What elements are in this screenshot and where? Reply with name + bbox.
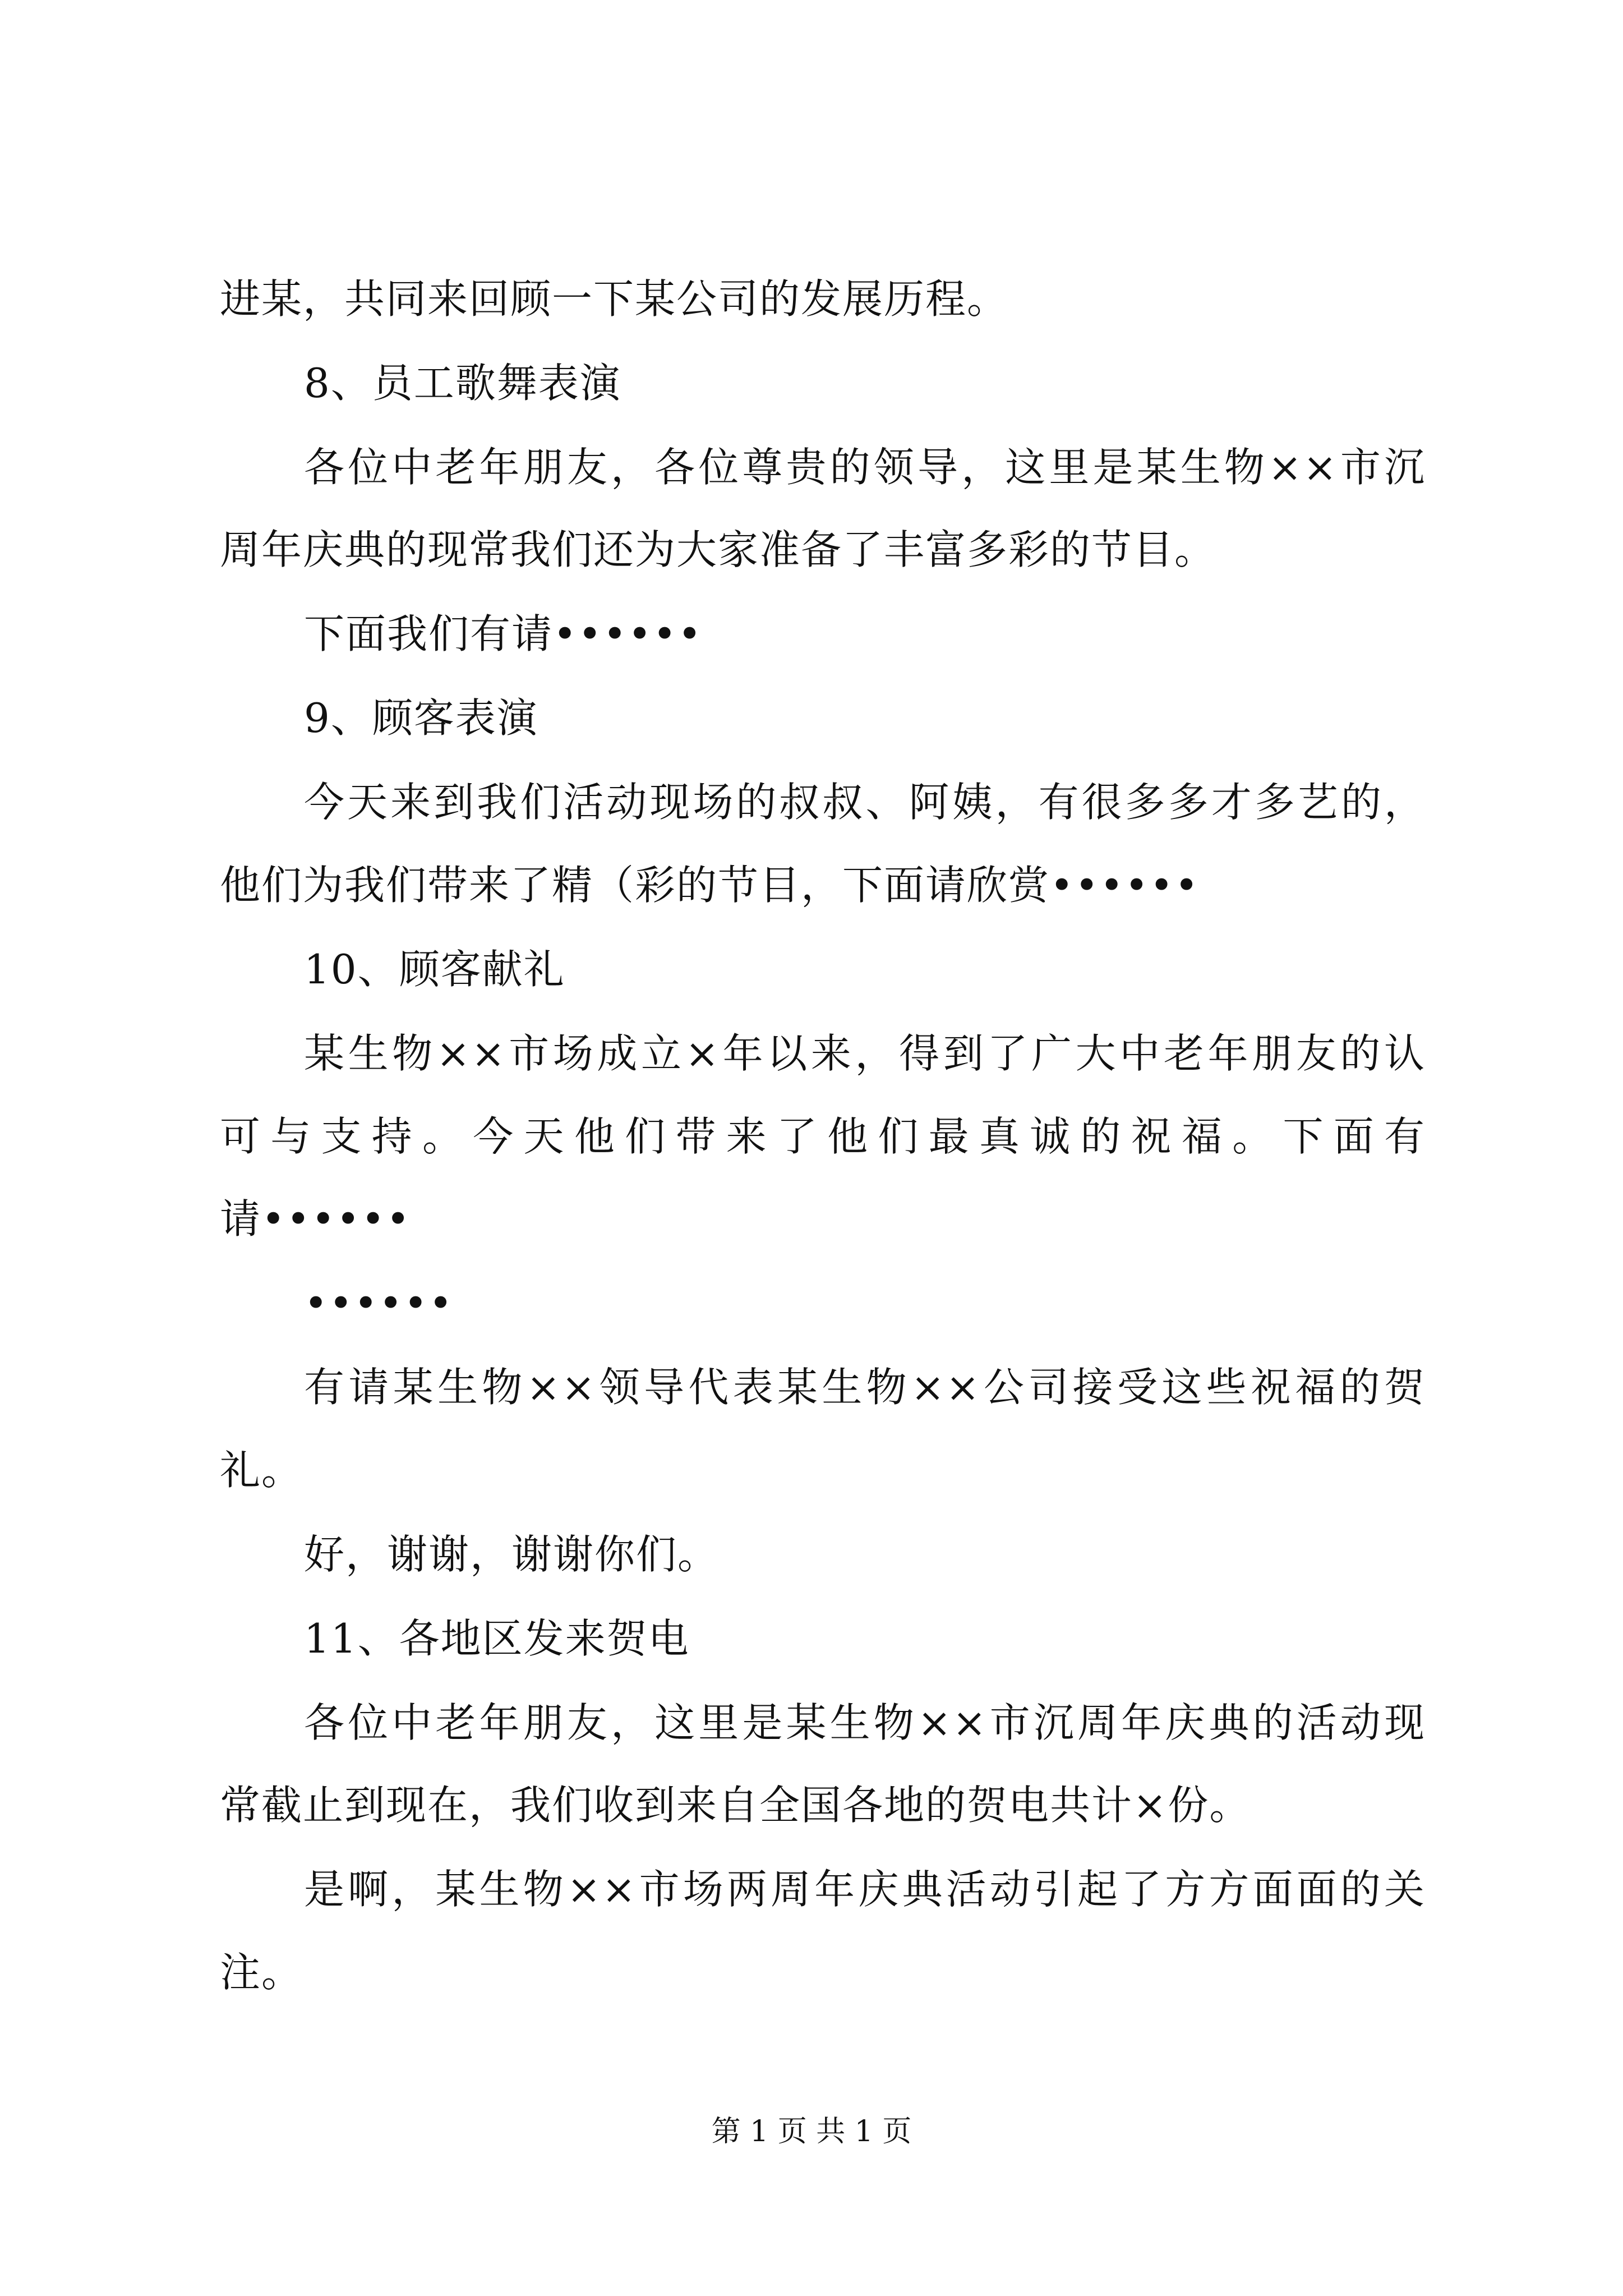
section-heading-11: 11、各地区发来贺电 [304, 1615, 690, 1662]
paragraph-line: 下面我们有请•••••• [304, 610, 703, 657]
paragraph-line: 周年庆典的现常我们还为大家准备了丰富多彩的节目。 [220, 526, 1216, 573]
paragraph-line: 常截止到现在，我们收到来自全国各地的贺电共计×份。 [220, 1782, 1251, 1829]
paragraph-line: 有请某生物××领导代表某生物××公司接受这些祝福的贺 [304, 1364, 1426, 1411]
paragraph-line: 礼。 [220, 1447, 303, 1494]
paragraph-line: 今天来到我们活动现场的叔叔、阿姨，有很多多才多艺的， [304, 779, 1426, 826]
section-heading-8: 8、员工歌舞表演 [304, 360, 621, 407]
paragraph-line: •••••• [304, 1280, 454, 1327]
paragraph-line: 是啊，某生物××市场两周年庆典活动引起了方方面面的关 [304, 1866, 1426, 1913]
paragraph-line: 进某，共同来回顾一下某公司的发展历程。 [220, 275, 1009, 323]
section-heading-10: 10、顾客献礼 [304, 946, 565, 993]
paragraph-line: 注。 [220, 1949, 303, 1996]
paragraph-line: 请•••••• [220, 1195, 411, 1243]
paragraph-line: 各位中老年朋友，这里是某生物××市沉周年庆典的活动现 [304, 1699, 1426, 1746]
section-heading-9: 9、顾客表演 [304, 694, 538, 742]
paragraph-line: 他们为我们带来了精（彩的节目，下面请欣赏•••••• [220, 862, 1200, 909]
paragraph-line: 可与支持。今天他们带来了他们最真诚的祝福。下面有 [220, 1113, 1426, 1160]
paragraph-line: 某生物××市场成立×年以来，得到了广大中老年朋友的认 [304, 1030, 1426, 1077]
page-footer: 第 1 页 共 1 页 [711, 2115, 912, 2148]
paragraph-line: 好，谢谢，谢谢你们。 [304, 1531, 720, 1578]
paragraph-line: 各位中老年朋友，各位尊贵的领导，这里是某生物××市沉 [304, 444, 1426, 491]
